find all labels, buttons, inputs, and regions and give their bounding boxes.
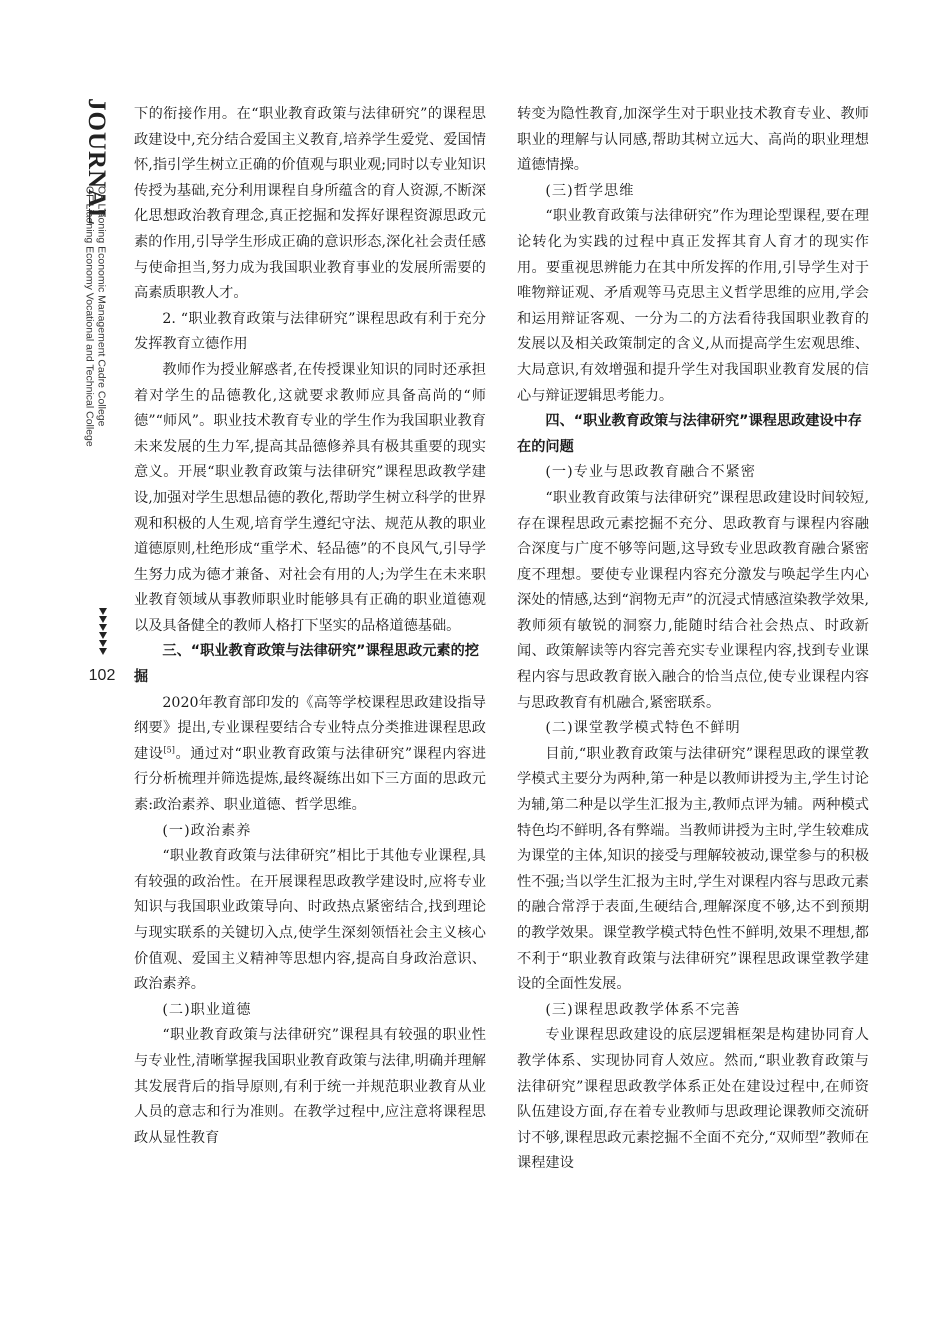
paragraph: 目前,“职业教育政策与法律研究”课程思政的课堂教学模式主要分为两种,第一种是以教师讲授为主,学生讨论为辅,第二种是以学生汇报为主,教师点评为辅。两种模式特色均不鲜明,各有弊端。当教师讲授为主时,学生较难成为课堂的主体,知识的接受与理解较被动,课堂参与的积极性不强;当以学生汇报为主时,学生对课程内容与思政元素的融合常浮于表面,生硬结合,理解深度不够,达不到预期的教学效果。课堂教学模式特色性不鲜明,效果不理想,都不利于“职业教育政策与法律研究”课程思政课堂教学建设的全面性发展。 (517, 745, 869, 993)
citation-ref: [5] (163, 745, 175, 755)
paragraph: “职业教育政策与法律研究”相比于其他专业课程,具有较强的政治性。在开展课程思政教学建设时,应将专业知识与我国职业政策导向、时政热点紧密结合,找到理论与现实联系的关键切入点,使学生深刻领悟社会主义核心价值观、爱国主义精神等思想内容,提高自身政治意识、政治素养。 (134, 848, 486, 993)
paragraph: “职业教育政策与法律研究”课程具有较强的职业性与专业性,清晰掌握我国职业教育政策与法律,明确并理解其发展背后的指导原则,有利于统一并规范职业教育从业人员的意志和行为准则。在教学过程中,应注意将课程思政从显性教育 (134, 1027, 486, 1146)
left-column (134, 102, 486, 1151)
paragraph: 转变为隐性教育,加深学生对于职业技术教育专业、教师职业的理解与认同感,帮助其树立远大、高尚的职业理想道德情操。 (517, 106, 869, 174)
journal-subtitle-line-2: OF Liaoning Economic Management Cadre College (95, 186, 108, 427)
subsection-heading: (一)专业与思政教育融合不紧密 (545, 464, 756, 481)
triangle-marks-icon (96, 608, 110, 656)
subsection-heading: (二)职业道德 (162, 1001, 252, 1018)
section-heading: 三、“职业教育政策与法律研究”课程思政元素的挖掘 (134, 643, 479, 686)
paragraph: 2020年教育部印发的《高等学校课程思政建设指导纲要》提出,专业课程要结合专业特点分类推进课程思政建设[5]。通过对“职业教育政策与法律研究”课程内容进行分析梳理并筛选提炼,最终凝练出如下三方面的思政元素:政治素养、职业道德、哲学思维。 (134, 694, 486, 814)
subsection-heading: (三)哲学思维 (545, 182, 635, 199)
subsection-heading: (一)政治素养 (162, 822, 252, 839)
paragraph: 专业课程思政建设的底层逻辑框架是构建协同育人教学体系、实现协同育人效应。然而,“职业教育政策与法律研究”课程思政教学体系正处在建设过程中,在师资队伍建设方面,存在着专业教师与思政理论课教师交流研讨不够,课程思政元素挖掘不全面不充分,“双师型”教师在课程建设 (517, 1027, 869, 1172)
paragraph: “职业教育政策与法律研究”课程思政建设时间较短,存在课程思政元素挖掘不充分、思政教育与课程内容融合深度与广度不够等问题,这导致专业思政教育融合紧密度不理想。要使专业课程内容充分激发与唤起学生内心深处的情感,达到“润物无声”的沉浸式情感渲染教学效果,教师须有敏锐的洞察力,能随时结合社会热点、时政新闻、政策解读等内容完善充实专业课程内容,找到专业课程内容与思政教育嵌入融合的恰当点位,使专业课程内容与思政教育有机融合,紧密联系。 (517, 489, 869, 711)
paragraph: 下的衔接作用。在“职业教育政策与法律研究”的课程思政建设中,充分结合爱国主义教育,培养学生爱党、爱国情怀,指引学生树立正确的价值观与职业观;同时以专业知识传授为基础,充分利用课程自身所蕴含的育人资源,不断深化思想政治教育理念,真正挖掘和发挥好课程资源思政元素的作用,引导学生形成正确的意识形态,深化社会责任感与使命担当,努力成为我国职业教育事业的发展所需要的高素质职教人才。 (134, 106, 486, 302)
subsection-heading: (三)课程思政教学体系不完善 (545, 1001, 741, 1018)
subsection-heading: (二)课堂教学模式特色不鲜明 (545, 720, 741, 737)
right-column (517, 102, 869, 1177)
journal-title: JOURNAL (83, 98, 110, 226)
paragraph: 教师作为授业解惑者,在传授课业知识的同时还承担着对学生的品德教化,这就要求教师应具备高尚的“师德”“师风”。职业技术教育专业的学生作为我国职业教育未来发展的生力军,提高其品德修养具有极其重要的现实意义。开展“职业教育政策与法律研究”课程思政教学建设,加强对学生思想品德的教化,帮助学生树立科学的世界观和积极的人生观,培育学生遵纪守法、规范从教的职业道德原则,杜绝形成“重学术、轻品德”的不良风气,引导学生努力成为德才兼备、对社会有用的人;为学生在未来职业教育领域从事教师职业时能够具有正确的职业道德观以及具备健全的教师人格打下坚实的品格道德基础。 (134, 361, 486, 634)
journal-side-banner (84, 98, 120, 488)
page-number: 102 (88, 667, 116, 684)
journal-subtitle-line-1: OF Liaoning Economy Vocational and Technical College (83, 186, 96, 447)
numbered-heading: 2. “职业教育政策与法律研究”课程思政有利于充分发挥教育立德作用 (134, 310, 486, 353)
section-heading: 四、“职业教育政策与法律研究”课程思政建设中存在的问题 (517, 413, 862, 455)
paragraph: “职业教育政策与法律研究”作为理论型课程,要在理论转化为实践的过程中真正发挥其育人育才的现实作用。要重视思辨能力在其中所发挥的作用,引导学生对于唯物辩证观、矛盾观等马克思主义哲学思维的应用,学会和运用辩证客观、一分为二的方法看待我国职业教育的发展以及相关政策制定的含义,从而提高学生宏观思维、大局意识,有效增强和提升学生对我国职业教育发展的信心与辩证逻辑思考能力。 (517, 208, 869, 404)
